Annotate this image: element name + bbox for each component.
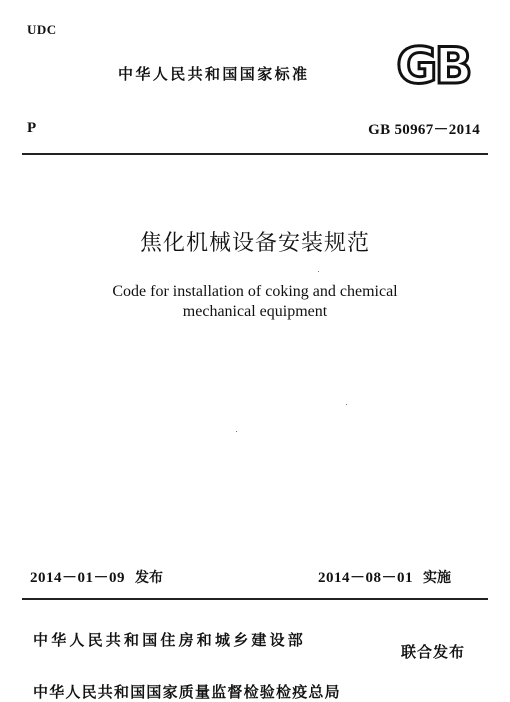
bottom-divider bbox=[22, 598, 488, 600]
scan-speck bbox=[236, 431, 237, 432]
issuer-ministry-housing: 中华人民共和国住房和城乡建设部 bbox=[33, 631, 307, 649]
scan-speck bbox=[318, 271, 319, 272]
title-english-line2: mechanical equipment bbox=[182, 303, 328, 320]
scan-speck bbox=[346, 404, 347, 405]
standard-type-heading: 中华人民共和国国家标准 bbox=[118, 65, 310, 83]
gb-logo-text: GB bbox=[396, 40, 470, 88]
udc-label: UDC bbox=[27, 22, 57, 37]
title-english bbox=[0, 282, 510, 322]
title-english-line1: Code for installation of coking and chemical bbox=[112, 283, 398, 300]
classification-code: P bbox=[27, 120, 37, 136]
standard-number: GB 50967－2014 bbox=[368, 122, 480, 138]
gb-logo bbox=[385, 40, 481, 88]
title-chinese: 焦化机械设备安装规范 bbox=[139, 231, 370, 256]
implement-date: 2014－08－01 bbox=[318, 570, 414, 586]
issue-label: 发布 bbox=[135, 570, 164, 586]
issue-date-line bbox=[30, 566, 163, 587]
joint-issue-label: 联合发布 bbox=[401, 643, 466, 661]
top-divider bbox=[22, 153, 488, 155]
implement-label: 实施 bbox=[423, 570, 452, 586]
issuer-aqsiq: 中华人民共和国国家质量监督检验检疫总局 bbox=[33, 683, 341, 701]
implement-date-line bbox=[318, 566, 451, 587]
issue-date: 2014－01－09 bbox=[30, 570, 126, 586]
